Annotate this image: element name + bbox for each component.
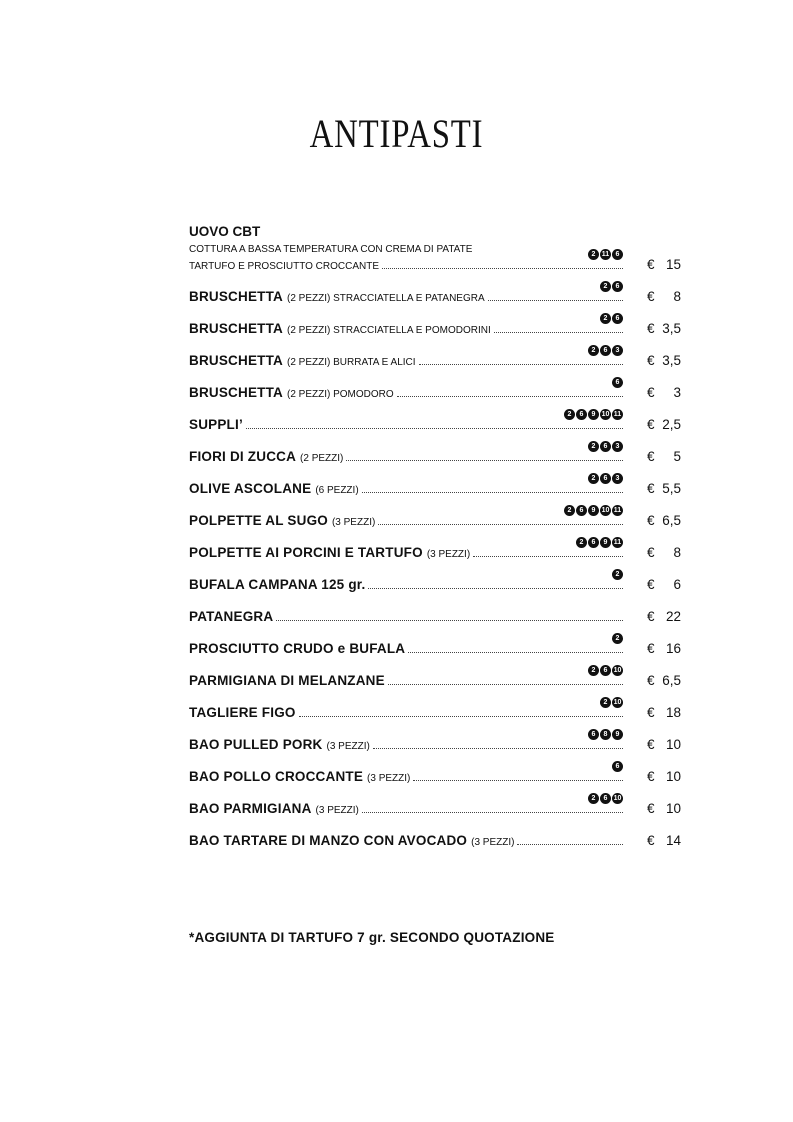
allergen-number-icon: 8 <box>600 729 611 740</box>
item-name: POLPETTE AI PORCINI E TARTUFO <box>189 545 423 560</box>
allergen-number-icon: 6 <box>588 729 599 740</box>
price-value: 8 <box>673 289 681 304</box>
item-price <box>647 769 681 784</box>
allergen-icons <box>612 569 623 580</box>
currency-symbol: € <box>647 353 655 368</box>
item-line <box>189 641 623 656</box>
menu-item <box>189 696 681 728</box>
item-name: BAO TARTARE DI MANZO CON AVOCADO <box>189 833 468 848</box>
dot-leader <box>408 652 623 653</box>
currency-symbol: € <box>647 673 655 688</box>
allergen-number-icon: 11 <box>613 539 622 546</box>
price-value: 3,5 <box>662 353 681 368</box>
allergen-icons <box>576 537 623 548</box>
allergen-number-icon: 2 <box>588 345 599 356</box>
menu-item <box>189 440 681 472</box>
item-price <box>647 513 681 528</box>
allergen-icons <box>588 249 623 260</box>
allergen-number-icon: 11 <box>601 251 610 258</box>
allergen-number-icon: 2 <box>576 537 587 548</box>
item-line <box>189 261 623 272</box>
allergen-icons <box>588 345 623 356</box>
currency-symbol: € <box>647 801 655 816</box>
allergen-number-icon: 11 <box>613 411 622 418</box>
allergen-number-icon: 3 <box>612 345 623 356</box>
dot-leader <box>419 364 623 365</box>
dot-leader <box>382 268 623 269</box>
allergen-icons <box>588 793 623 804</box>
allergen-icons <box>588 441 623 452</box>
allergen-icons <box>612 377 623 388</box>
item-line <box>189 801 623 816</box>
price-value: 15 <box>665 257 681 272</box>
allergen-icons <box>612 761 623 772</box>
allergen-number-icon: 6 <box>600 345 611 356</box>
price-value: 14 <box>665 833 681 848</box>
item-name: UOVO CBT <box>189 224 261 239</box>
currency-symbol: € <box>647 577 655 592</box>
item-detail: (3 PEZZI) <box>326 741 370 752</box>
currency-symbol: € <box>647 705 655 720</box>
allergen-number-icon: 3 <box>612 441 623 452</box>
allergen-number-icon: 2 <box>600 281 611 292</box>
item-detail: (3 PEZZI) <box>315 805 359 816</box>
currency-symbol: € <box>647 545 655 560</box>
item-detail: (2 PEZZI) STRACCIATELLA E POMODORINI <box>287 325 491 336</box>
price-value: 5 <box>673 449 681 464</box>
allergen-number-icon: 11 <box>613 507 622 514</box>
item-line <box>189 673 623 688</box>
menu-item <box>189 224 681 280</box>
item-name: TAGLIERE FIGO <box>189 705 296 720</box>
item-line <box>189 705 623 720</box>
dot-leader <box>388 684 623 685</box>
item-price <box>647 353 681 368</box>
allergen-number-icon: 9 <box>588 505 599 516</box>
dot-leader <box>346 460 623 461</box>
price-value: 10 <box>665 801 681 816</box>
item-line <box>189 513 623 528</box>
item-line <box>189 609 623 624</box>
allergen-number-icon: 6 <box>612 249 623 260</box>
price-value: 3 <box>673 385 681 400</box>
item-price <box>647 737 681 752</box>
price-value: 10 <box>665 737 681 752</box>
item-price <box>647 417 681 432</box>
menu-item <box>189 568 681 600</box>
currency-symbol: € <box>647 609 655 624</box>
allergen-number-icon: 6 <box>600 441 611 452</box>
allergen-number-icon: 6 <box>612 761 623 772</box>
menu-item <box>189 632 681 664</box>
item-line <box>189 289 623 304</box>
currency-symbol: € <box>647 449 655 464</box>
currency-symbol: € <box>647 737 655 752</box>
item-name: FIORI DI ZUCCA <box>189 449 297 464</box>
menu-item <box>189 600 681 632</box>
menu-item <box>189 792 681 824</box>
item-line <box>189 353 623 368</box>
item-line <box>189 545 623 560</box>
allergen-number-icon: 2 <box>588 665 599 676</box>
allergen-number-icon: 6 <box>612 281 623 292</box>
allergen-number-icon: 6 <box>600 473 611 484</box>
currency-symbol: € <box>647 257 655 272</box>
allergen-icons <box>612 633 623 644</box>
item-price <box>647 289 681 304</box>
page-title: ANTIPASTI <box>309 111 484 156</box>
dot-leader <box>373 748 623 749</box>
allergen-number-icon: 6 <box>612 313 623 324</box>
item-name: BUFALA CAMPANA 125 gr. <box>189 577 366 592</box>
dot-leader <box>473 556 623 557</box>
item-price <box>647 609 681 624</box>
item-name: POLPETTE AL SUGO <box>189 513 328 528</box>
allergen-number-icon: 6 <box>600 793 611 804</box>
price-value: 6,5 <box>662 673 681 688</box>
price-value: 16 <box>665 641 681 656</box>
allergen-number-icon: 2 <box>600 313 611 324</box>
dot-leader <box>276 620 623 621</box>
item-detail: (2 PEZZI) BURRATA E ALICI <box>287 357 416 368</box>
dot-leader <box>488 300 623 301</box>
price-value: 6,5 <box>662 513 681 528</box>
item-line <box>189 737 623 752</box>
item-name: SUPPLI’ <box>189 417 243 432</box>
allergen-number-icon: 10 <box>601 411 610 418</box>
menu-item <box>189 728 681 760</box>
item-price <box>647 641 681 656</box>
menu-item <box>189 472 681 504</box>
item-name: BRUSCHETTA <box>189 321 283 336</box>
item-price <box>647 481 681 496</box>
allergen-number-icon: 6 <box>600 665 611 676</box>
allergen-number-icon: 6 <box>612 377 623 388</box>
allergen-number-icon: 9 <box>612 729 623 740</box>
item-name: OLIVE ASCOLANE <box>189 481 312 496</box>
allergen-icons <box>564 409 623 420</box>
item-price <box>647 321 681 336</box>
menu-item <box>189 536 681 568</box>
allergen-number-icon: 6 <box>576 505 587 516</box>
currency-symbol: € <box>647 769 655 784</box>
item-detail: (3 PEZZI) <box>426 549 471 560</box>
currency-symbol: € <box>647 321 655 336</box>
price-value: 5,5 <box>662 481 681 496</box>
item-price <box>647 833 681 848</box>
price-value: 22 <box>665 609 681 624</box>
menu-item <box>189 312 681 344</box>
item-detail: (6 PEZZI) <box>315 485 359 496</box>
item-line <box>189 321 623 336</box>
price-value: 6 <box>673 577 681 592</box>
currency-symbol: € <box>647 833 655 848</box>
item-description: COTTURA A BASSA TEMPERATURA CON CREMA DI PATATE <box>189 244 473 255</box>
price-value: 8 <box>673 545 681 560</box>
allergen-icons <box>588 473 623 484</box>
truffle-note: *AGGIUNTA DI TARTUFO 7 gr. SECONDO QUOTAZIONE <box>189 930 555 945</box>
dot-leader <box>413 780 623 781</box>
dot-leader <box>362 812 623 813</box>
allergen-number-icon: 10 <box>601 507 610 514</box>
allergen-number-icon: 9 <box>588 409 599 420</box>
menu-item <box>189 344 681 376</box>
allergen-number-icon: 6 <box>588 537 599 548</box>
dot-leader <box>397 396 623 397</box>
currency-symbol: € <box>647 289 655 304</box>
menu-item <box>189 664 681 696</box>
item-name: BRUSCHETTA <box>189 353 283 368</box>
menu-item <box>189 760 681 792</box>
currency-symbol: € <box>647 641 655 656</box>
item-name: BAO PARMIGIANA <box>189 801 312 816</box>
allergen-number-icon: 2 <box>588 473 599 484</box>
allergen-icons <box>588 665 623 676</box>
item-description: TARTUFO E PROSCIUTTO CROCCANTE <box>189 261 380 272</box>
price-value: 18 <box>665 705 681 720</box>
item-price <box>647 257 681 272</box>
allergen-number-icon: 10 <box>613 667 622 674</box>
item-line <box>189 481 623 496</box>
allergen-icons <box>600 281 623 292</box>
price-value: 10 <box>665 769 681 784</box>
allergen-number-icon: 2 <box>564 409 575 420</box>
currency-symbol: € <box>647 481 655 496</box>
allergen-number-icon: 9 <box>600 537 611 548</box>
dot-leader <box>494 332 623 333</box>
allergen-number-icon: 2 <box>600 697 611 708</box>
item-detail: (3 PEZZI) <box>471 837 515 848</box>
dot-leader <box>299 716 623 717</box>
allergen-icons <box>600 697 623 708</box>
allergen-number-icon: 2 <box>588 793 599 804</box>
menu-item <box>189 824 681 856</box>
dot-leader <box>246 428 623 429</box>
item-name: PATANEGRA <box>189 609 274 624</box>
price-value: 3,5 <box>662 321 681 336</box>
item-price <box>647 801 681 816</box>
dot-leader <box>378 524 623 525</box>
item-line <box>189 769 623 784</box>
item-line <box>189 577 623 592</box>
dot-leader <box>368 588 623 589</box>
currency-symbol: € <box>647 417 655 432</box>
item-price <box>647 673 681 688</box>
menu-item <box>189 280 681 312</box>
allergen-icons <box>600 313 623 324</box>
item-line <box>189 449 623 464</box>
item-name: BRUSCHETTA <box>189 385 283 400</box>
item-detail: (3 PEZZI) <box>331 517 376 528</box>
dot-leader <box>362 492 623 493</box>
item-price <box>647 577 681 592</box>
item-name: BRUSCHETTA <box>189 289 283 304</box>
allergen-number-icon: 2 <box>612 569 623 580</box>
menu-item <box>189 376 681 408</box>
item-price <box>647 705 681 720</box>
menu-item <box>189 504 681 536</box>
item-detail: (2 PEZZI) <box>300 453 344 464</box>
currency-symbol: € <box>647 385 655 400</box>
allergen-number-icon: 10 <box>613 795 622 802</box>
allergen-icons <box>564 505 623 516</box>
allergen-number-icon: 2 <box>564 505 575 516</box>
allergen-icons <box>588 729 623 740</box>
item-name: PROSCIUTTO CRUDO e BUFALA <box>189 641 406 656</box>
item-price <box>647 449 681 464</box>
item-name: PARMIGIANA DI MELANZANE <box>189 673 385 688</box>
item-detail: (3 PEZZI) <box>367 773 411 784</box>
item-price <box>647 385 681 400</box>
allergen-number-icon: 3 <box>612 473 623 484</box>
currency-symbol: € <box>647 513 655 528</box>
allergen-number-icon: 2 <box>588 249 599 260</box>
menu-list <box>189 224 681 856</box>
allergen-number-icon: 2 <box>588 441 599 452</box>
item-name: BAO POLLO CROCCANTE <box>189 769 364 784</box>
item-detail: (2 PEZZI) STRACCIATELLA E PATANEGRA <box>287 293 485 304</box>
price-value: 2,5 <box>662 417 681 432</box>
menu-item <box>189 408 681 440</box>
item-detail: (2 PEZZI) POMODORO <box>287 389 394 400</box>
allergen-number-icon: 2 <box>612 633 623 644</box>
item-name: BAO PULLED PORK <box>189 737 323 752</box>
item-line <box>189 833 623 848</box>
item-line <box>189 417 623 432</box>
item-price <box>647 545 681 560</box>
dot-leader <box>517 844 623 845</box>
allergen-number-icon: 10 <box>613 699 622 706</box>
item-line <box>189 385 623 400</box>
allergen-number-icon: 6 <box>576 409 587 420</box>
